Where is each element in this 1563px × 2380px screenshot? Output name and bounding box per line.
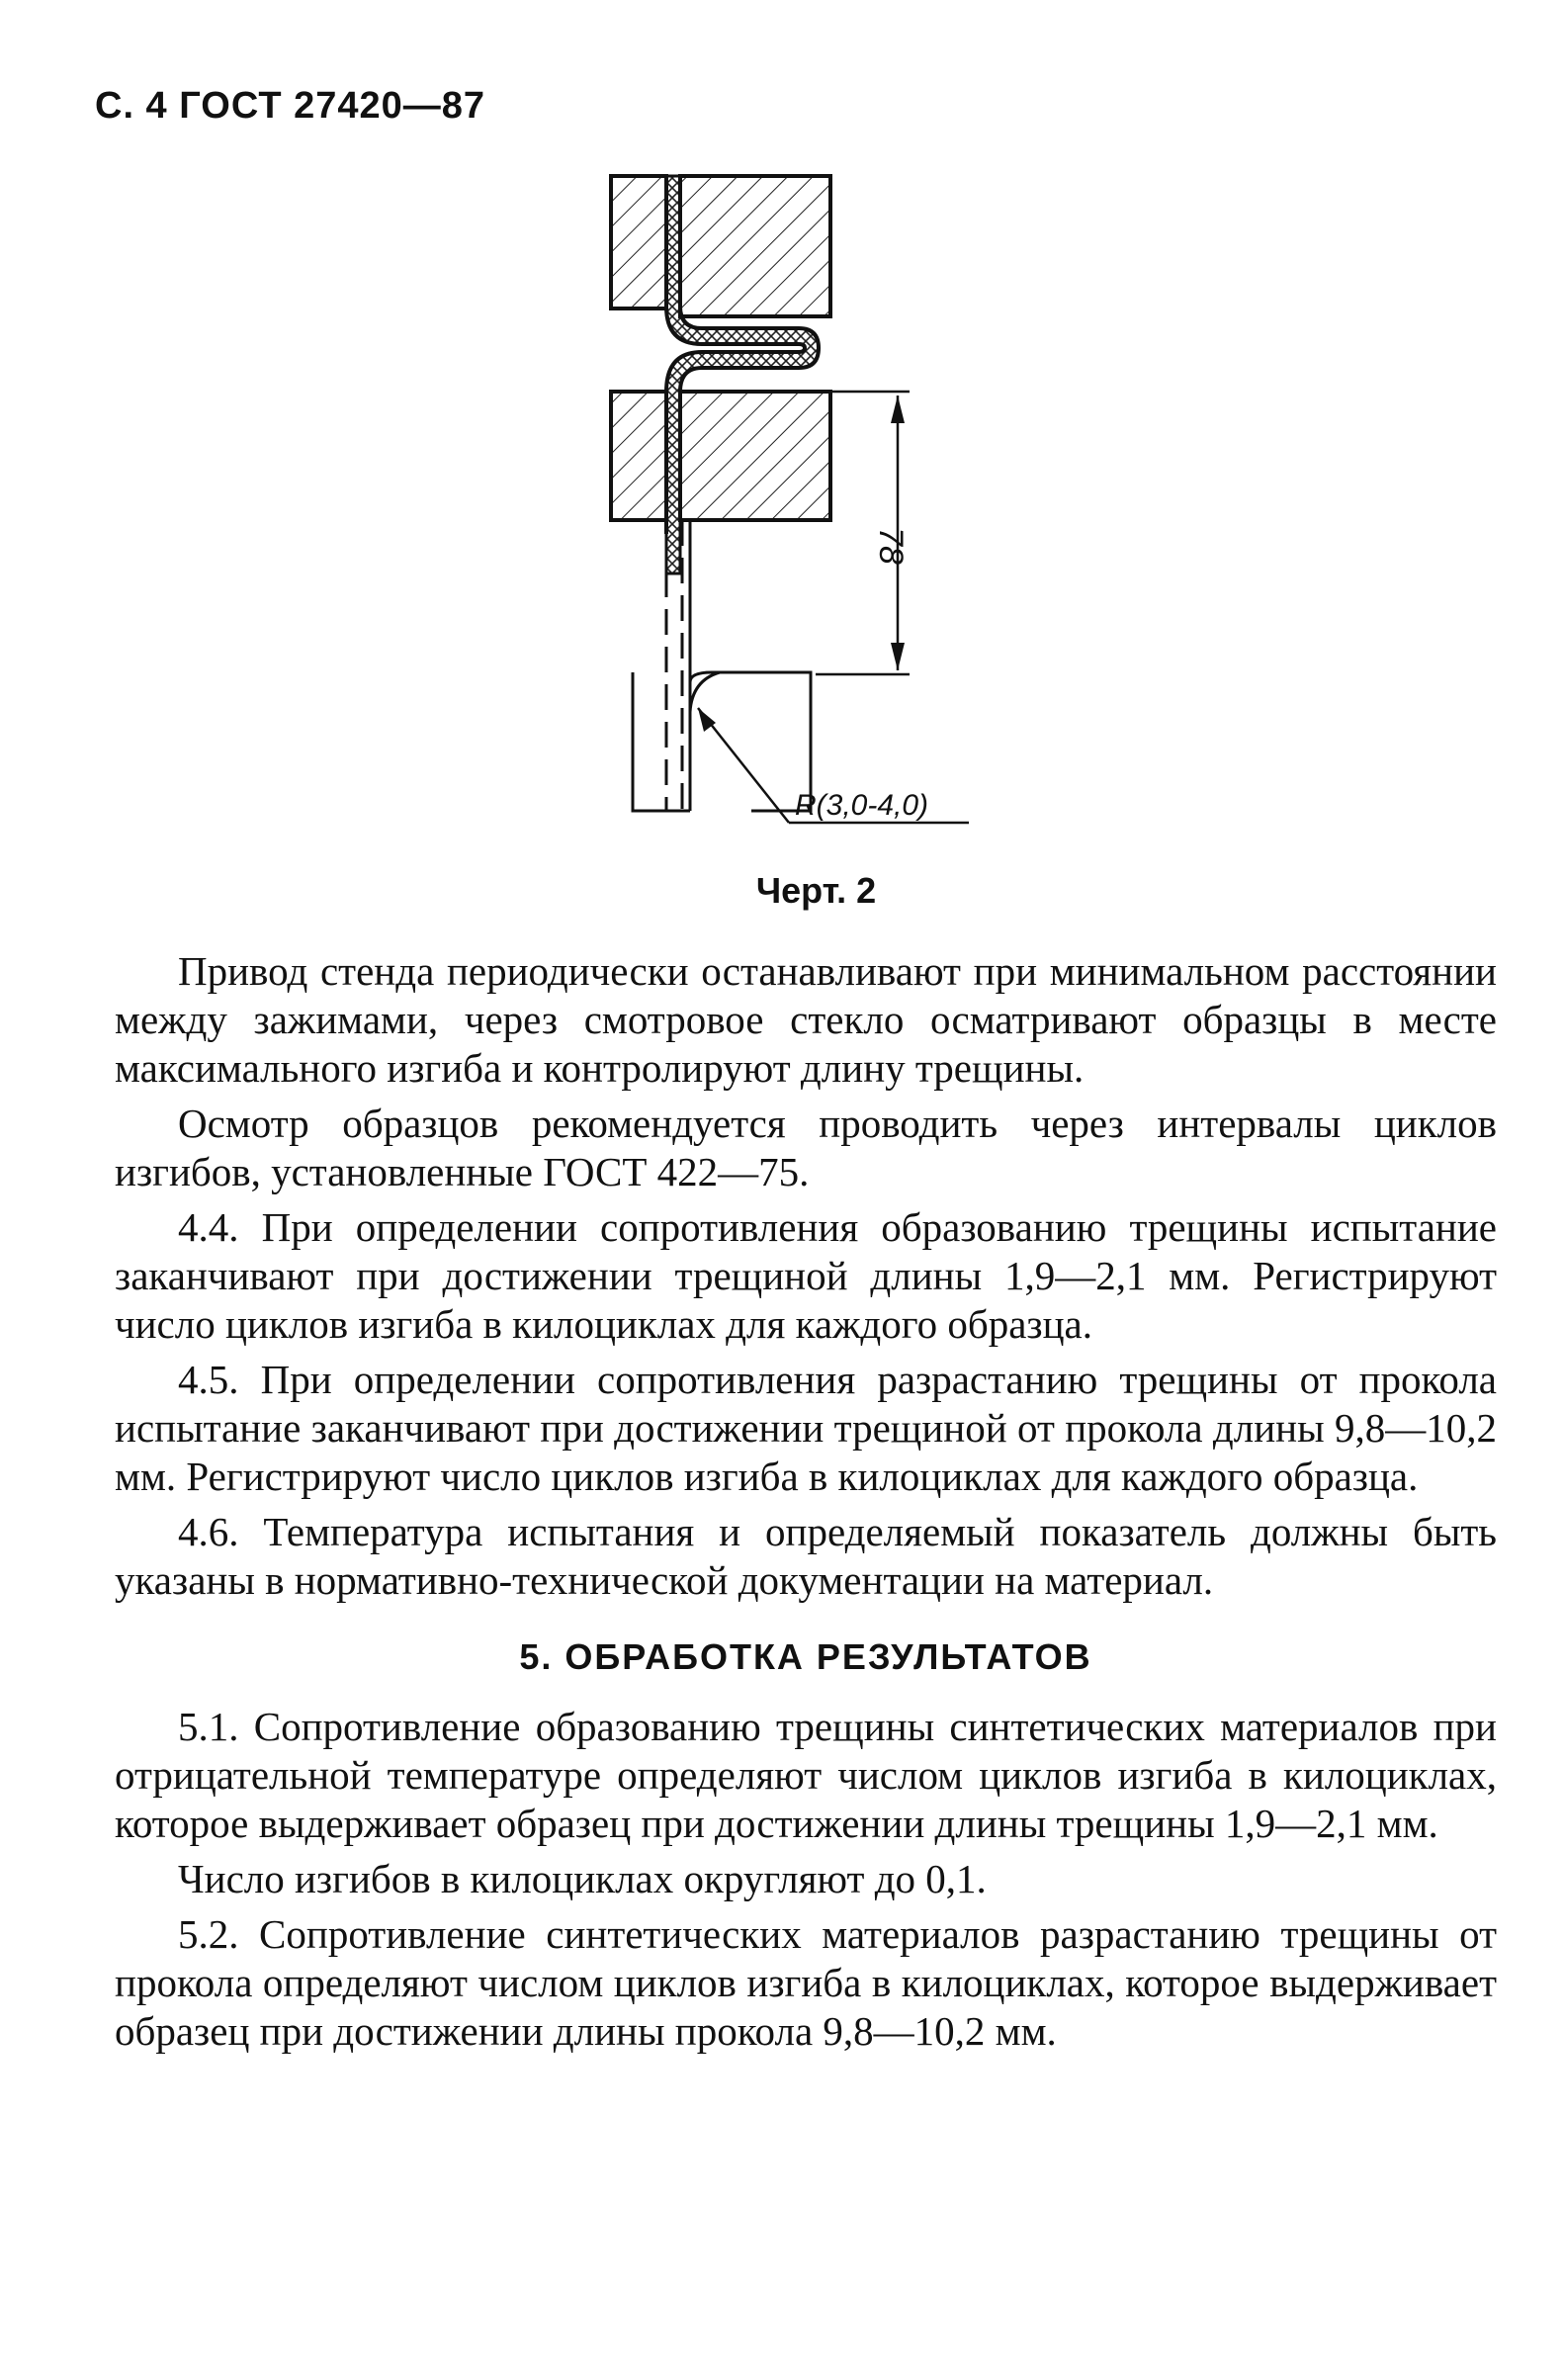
lower-outer-jaw [611,392,666,520]
page-header: С. 4 ГОСТ 27420—87 [95,85,486,127]
radius-label: R(3,0-4,0) [795,789,929,822]
dimension-label: 78 [872,527,910,565]
paragraph: Число изгибов в килоциклах округляют до 0,1. [178,1856,987,1901]
figure-caption: Черт. 2 [755,870,877,911]
upper-inner-jaw [680,176,830,316]
bottom-holder [633,672,811,811]
upper-outer-jaw [611,176,666,309]
paragraph: 4.6. Температура испытания и определяемый показатель должны быть указаны в нормативно-технической документации на материал. [115,1509,1497,1603]
document-body [115,947,1497,2063]
paragraph: 5.2. Сопротивление синтетических материалов разрастанию трещины от прокола определяют числом циклов изгиба в килоциклах, которое выдерживает образец при достижении длины прокола 9,8—10,2 мм. [115,1911,1497,2054]
paragraph: 4.5. При определении сопротивления разрастанию трещины от прокола испытание заканчивают при достижении трещиной от прокола длины 9,8—10,2 мм. Регистрируют число циклов изгиба в килоциклах для каждого образца. [115,1357,1497,1499]
paragraph: 4.4. При определении сопротивления образованию трещины испытание заканчивают при достижении трещиной длины 1,9—2,1 мм. Регистрируют число циклов изгиба в килоциклах для каждого образца. [115,1204,1497,1347]
specimen-clamp-diagram [554,158,1068,850]
paragraph: Осмотр образцов рекомендуется проводить через интервалы циклов изгибов, установленные ГОСТ 422—75. [115,1101,1497,1194]
section-heading: 5. ОБРАБОТКА РЕЗУЛЬТАТОВ [519,1636,1092,1677]
lower-inner-jaw [680,392,830,520]
paragraph: 5.1. Сопротивление образованию трещины синтетических материалов при отрицательной температуре определяют числом циклов изгиба в килоциклах, которое выдерживает образец при достижении длины трещины 1,9—2,1 мм. [115,1704,1497,1846]
figure-drawing [554,158,1068,850]
paragraph: Привод стенда периодически останавливают при минимальном расстоянии между зажимами, через смотровое стекло осматривают образцы в месте максимального изгиба и контролируют длину трещины. [115,948,1497,1091]
